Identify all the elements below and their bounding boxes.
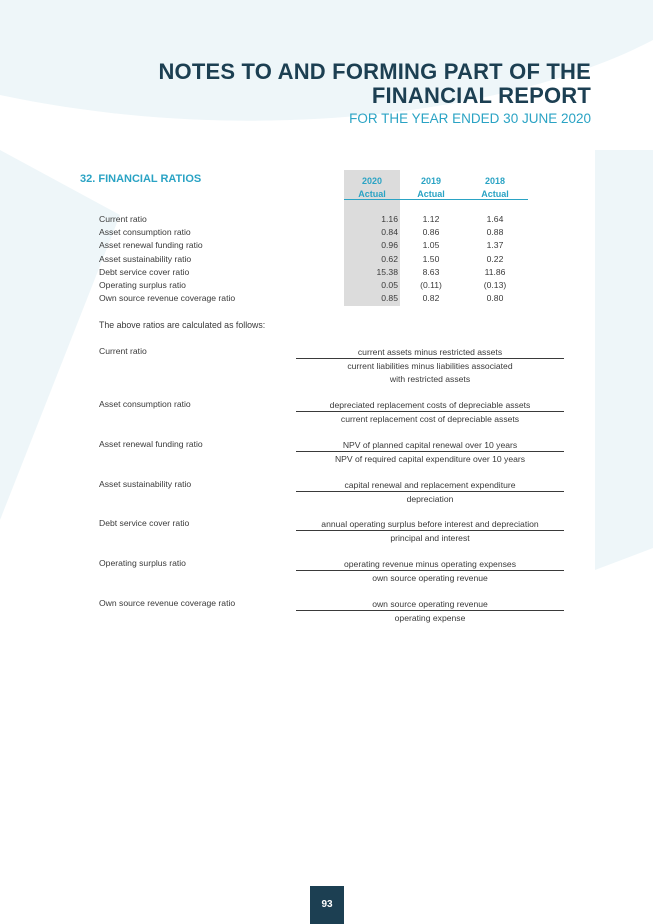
formula-denominator: principal and interest — [390, 533, 470, 543]
table-row — [0, 213, 653, 226]
formula-label: Asset renewal funding ratio — [99, 439, 203, 449]
ratio-label: Asset renewal funding ratio — [99, 240, 203, 250]
page-subtitle: FOR THE YEAR ENDED 30 JUNE 2020 — [349, 111, 591, 126]
formula-label: Debt service cover ratio — [99, 518, 190, 528]
table-row — [0, 292, 653, 305]
formula-debt-service-cover — [0, 518, 653, 546]
table-row — [0, 226, 653, 239]
formula-label: Asset sustainability ratio — [99, 479, 192, 489]
column-header-2020 — [342, 175, 402, 201]
denominator-line: current liabilities minus liabilities associated — [347, 361, 513, 371]
page-number: 93 — [310, 886, 344, 924]
column-label: Actual — [358, 189, 386, 199]
fraction-bar — [296, 491, 564, 492]
table-row — [0, 239, 653, 252]
fraction-bar — [296, 358, 564, 359]
formula-label: Current ratio — [99, 346, 147, 356]
value-2018: 1.37 — [486, 240, 504, 250]
ratio-label: Debt service cover ratio — [99, 267, 190, 277]
formula-own-source-revenue-coverage — [0, 598, 653, 626]
column-year: 2018 — [484, 176, 506, 186]
value-2020: 1.16 — [381, 214, 398, 224]
formula-label: Own source revenue coverage ratio — [99, 598, 236, 608]
value-2019: 0.86 — [422, 227, 440, 237]
denominator-line: with restricted assets — [389, 374, 471, 384]
value-2018: 1.64 — [486, 214, 504, 224]
value-2020: 0.84 — [381, 227, 398, 237]
formula-current-ratio — [0, 346, 653, 388]
column-header-2018 — [465, 175, 525, 201]
ratio-label: Asset sustainability ratio — [99, 254, 192, 264]
fraction-bar — [296, 610, 564, 611]
formula-denominator: own source operating revenue — [372, 573, 488, 583]
formula-numerator: annual operating surplus before interest and depreciation — [321, 519, 539, 529]
table-row — [0, 266, 653, 279]
value-2019: 1.50 — [422, 254, 440, 264]
calculation-intro: The above ratios are calculated as follows: — [99, 320, 266, 330]
formula-numerator: current assets minus restricted assets — [357, 347, 503, 357]
fraction-bar — [296, 411, 564, 412]
column-year: 2020 — [361, 176, 383, 186]
section-heading: 32. FINANCIAL RATIOS — [80, 173, 202, 185]
value-2018: 0.80 — [486, 293, 504, 303]
table-row — [0, 279, 653, 292]
value-2018: 0.88 — [486, 227, 504, 237]
value-2019: 1.12 — [422, 214, 440, 224]
formula-numerator: own source operating revenue — [372, 599, 488, 609]
formula-asset-consumption — [0, 399, 653, 427]
value-2019: 8.63 — [422, 267, 440, 277]
ratio-label: Operating surplus ratio — [99, 280, 186, 290]
fraction-bar — [296, 570, 564, 571]
value-2020: 0.96 — [381, 240, 398, 250]
column-label: Actual — [481, 189, 509, 199]
formula-asset-sustainability — [0, 479, 653, 507]
ratio-label: Own source revenue coverage ratio — [99, 293, 236, 303]
value-2019: (0.11) — [420, 280, 442, 290]
value-2020: 0.85 — [381, 293, 398, 303]
value-2020: 15.38 — [376, 267, 398, 277]
formula-denominator: current replacement cost of depreciable assets — [340, 414, 520, 424]
ratio-label: Asset consumption ratio — [99, 227, 191, 237]
fraction-bar — [296, 530, 564, 531]
column-label: Actual — [417, 189, 445, 199]
formula-denominator: NPV of required capital expenditure over 10 years — [334, 454, 526, 464]
column-year: 2019 — [420, 176, 442, 186]
formula-denominator: operating expense — [394, 613, 466, 623]
value-2020: 0.05 — [381, 280, 398, 290]
formula-numerator: depreciated replacement costs of depreciable assets — [329, 400, 531, 410]
value-2019: 1.05 — [422, 240, 440, 250]
formula-label: Asset consumption ratio — [99, 399, 191, 409]
formula-denominator — [296, 360, 564, 386]
page-title-line2: FINANCIAL REPORT — [371, 83, 591, 108]
header-divider — [344, 199, 528, 200]
value-2020: 0.62 — [381, 254, 398, 264]
fraction-bar — [296, 451, 564, 452]
value-2018: 0.22 — [486, 254, 504, 264]
table-row — [0, 253, 653, 266]
column-header-2019 — [401, 175, 461, 201]
value-2019: 0.82 — [422, 293, 440, 303]
formula-numerator: operating revenue minus operating expenses — [344, 559, 516, 569]
formula-operating-surplus — [0, 558, 653, 586]
formula-label: Operating surplus ratio — [99, 558, 186, 568]
page-title — [71, 60, 591, 108]
ratio-label: Current ratio — [99, 214, 147, 224]
formula-numerator: capital renewal and replacement expenditure — [344, 480, 516, 490]
value-2018: (0.13) — [483, 280, 507, 290]
page-title-line1: NOTES TO AND FORMING PART OF THE — [158, 59, 591, 84]
formula-denominator: depreciation — [406, 494, 454, 504]
formula-asset-renewal-funding — [0, 439, 653, 467]
formula-numerator: NPV of planned capital renewal over 10 years — [342, 440, 518, 450]
value-2018: 11.86 — [484, 267, 506, 277]
